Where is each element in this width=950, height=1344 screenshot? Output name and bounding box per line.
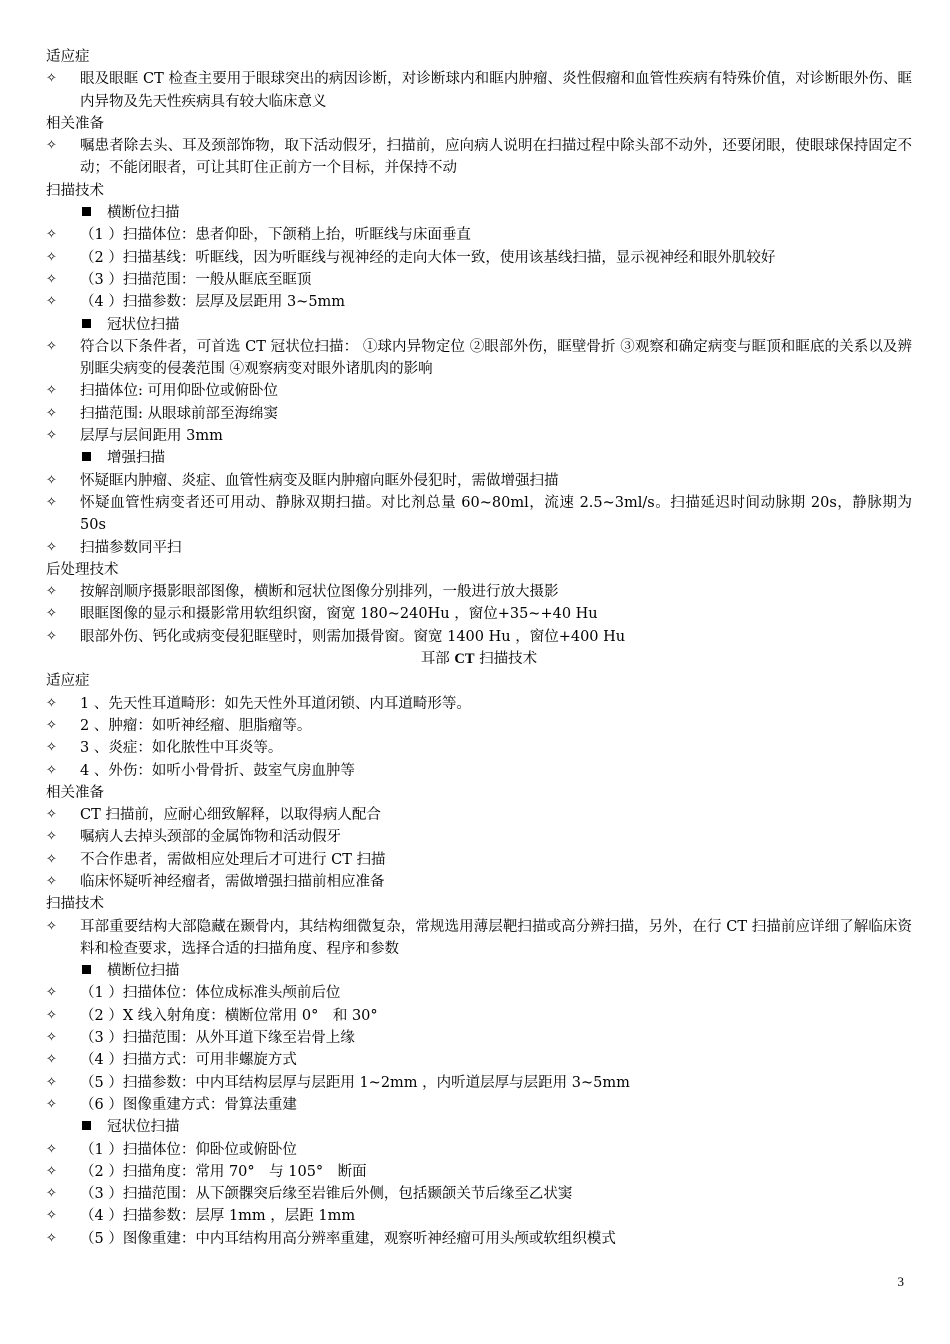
list-item: ✧ （5 ）图像重建：中内耳结构用高分辨率重建，观察听神经瘤可用头颅或软组织模式 <box>46 1228 912 1250</box>
list-item: ✧ 4 、外伤：如听小骨骨折、鼓室气房血肿等 <box>46 760 912 782</box>
diamond-star-icon: ✧ <box>46 873 57 889</box>
list-item: ✧ 怀疑血管性病变者还可用动、静脉双期扫描。对比剂总量 60~80ml，流速 2.5~3ml/s。扫描延迟时间动脉期 20s，静脉期为 50s <box>46 492 912 537</box>
section-heading: 相关准备 <box>46 115 104 132</box>
diamond-star-icon: ✧ <box>46 405 57 421</box>
section-heading: 扫描技术 <box>46 896 104 913</box>
list-item: ✧ 2 、肿瘤：如听神经瘤、胆脂瘤等。 <box>46 715 912 737</box>
document-page <box>46 46 912 1250</box>
subsection-heading: 横断位扫描 <box>46 960 912 982</box>
section-heading: 后处理技术 <box>46 561 119 578</box>
diamond-star-icon: ✧ <box>46 1141 57 1157</box>
diamond-star-icon: ✧ <box>46 383 57 399</box>
diamond-star-icon: ✧ <box>46 807 57 823</box>
diamond-star-icon: ✧ <box>46 851 57 867</box>
section-heading: 适应症 <box>46 49 90 65</box>
diamond-star-icon: ✧ <box>46 539 57 555</box>
diamond-star-icon: ✧ <box>46 472 57 488</box>
list-item: ✧ 嘱病人去掉头颈部的金属饰物和活动假牙 <box>46 826 912 848</box>
square-bullet-icon <box>82 207 91 216</box>
list-item: ✧ 扫描体位: 可用仰卧位或俯卧位 <box>46 380 912 402</box>
list-item: ✧ （3 ）扫描范围：从下颌髁突后缘至岩锥后外侧，包括颞颌关节后缘至乙状窦 <box>46 1183 912 1205</box>
diamond-star-icon: ✧ <box>46 1052 57 1068</box>
list-item: ✧ （2 ）扫描角度：常用 70° 与 105° 断面 <box>46 1161 912 1183</box>
square-bullet-icon <box>82 965 91 974</box>
list-item: ✧ 符合以下条件者，可首选 CT 冠状位扫描： ①球内异物定位 ②眼部外伤，眶壁骨折 ③观察和确定病变与眶顶和眶底的关系以及辨别眶尖病变的侵袭范围 ④观察病变对眼外诸肌肉的影响 <box>46 336 912 381</box>
diamond-star-icon: ✧ <box>46 1007 57 1023</box>
list-item: ✧ 扫描参数同平扫 <box>46 537 912 559</box>
square-bullet-icon <box>82 1121 91 1130</box>
diamond-star-icon: ✧ <box>46 985 57 1001</box>
diamond-star-icon: ✧ <box>46 1163 57 1179</box>
list-item: ✧ （1 ）扫描体位：体位成标准头颅前后位 <box>46 982 912 1004</box>
diamond-star-icon: ✧ <box>46 249 57 265</box>
list-item: ✧ （1 ）扫描体位：仰卧位或俯卧位 <box>46 1139 912 1161</box>
section-title: 耳部 CT 扫描技术 <box>420 651 538 668</box>
list-item: ✧ （2 ）X 线入射角度：横断位常用 0° 和 30° <box>46 1005 912 1027</box>
list-item: ✧ 眼及眼眶 CT 检查主要用于眼球突出的病因诊断，对诊断球内和眶内肿瘤、炎性假瘤和血管性疾病有特殊价值，对诊断眼外伤、眶内异物及先天性疾病具有较大临床意义 <box>46 68 912 113</box>
diamond-star-icon: ✧ <box>46 762 57 778</box>
list-item: ✧ CT 扫描前，应耐心细致解释，以取得病人配合 <box>46 804 912 826</box>
list-item: ✧ 嘱患者除去头、耳及颈部饰物，取下活动假牙，扫描前，应向病人说明在扫描过程中除头部不动外，还要闭眼，使眼球保持固定不动；不能闭眼者，可让其盯住正前方一个目标，并保持不动 <box>46 135 912 180</box>
diamond-star-icon: ✧ <box>46 138 57 154</box>
list-item: ✧ （5 ）扫描参数：中内耳结构层厚与层距用 1~2mm ，内听道层厚与层距用 3~5mm <box>46 1072 912 1094</box>
diamond-star-icon: ✧ <box>46 695 57 711</box>
diamond-star-icon: ✧ <box>46 271 57 287</box>
list-item: ✧ （4 ）扫描参数：层厚 1mm ，层距 1mm <box>46 1205 912 1227</box>
list-item: ✧ （2 ）扫描基线：听眶线，因为听眶线与视神经的走向大体一致，使用该基线扫描，显示视神经和眼外肌较好 <box>46 247 912 269</box>
list-item: ✧ 按解剖顺序摄影眼部图像，横断和冠状位图像分别排列，一般进行放大摄影 <box>46 581 912 603</box>
list-item: ✧ 扫描范围: 从眼球前部至海绵窦 <box>46 403 912 425</box>
square-bullet-icon <box>82 452 91 461</box>
section-heading: 扫描技术 <box>46 182 104 199</box>
list-item: ✧ 临床怀疑听神经瘤者，需做增强扫描前相应准备 <box>46 871 912 893</box>
diamond-star-icon: ✧ <box>46 628 57 644</box>
list-item: ✧ （4 ）扫描参数：层厚及层距用 3~5mm <box>46 291 912 313</box>
diamond-star-icon: ✧ <box>46 494 57 510</box>
diamond-star-icon: ✧ <box>46 1074 57 1090</box>
list-item: ✧ 不合作患者，需做相应处理后才可进行 CT 扫描 <box>46 849 912 871</box>
diamond-star-icon: ✧ <box>46 338 57 354</box>
list-item: ✧ 1 、先天性耳道畸形：如先天性外耳道闭锁、内耳道畸形等。 <box>46 693 912 715</box>
diamond-star-icon: ✧ <box>46 428 57 444</box>
diamond-star-icon: ✧ <box>46 1186 57 1202</box>
list-item: ✧ 眼眶图像的显示和摄影常用软组织窗，窗宽 180~240Hu ，窗位+35~+40 Hu <box>46 603 912 625</box>
list-item: ✧ 怀疑眶内肿瘤、炎症、血管性病变及眶内肿瘤向眶外侵犯时，需做增强扫描 <box>46 470 912 492</box>
diamond-star-icon: ✧ <box>46 71 57 87</box>
diamond-star-icon: ✧ <box>46 918 57 934</box>
diamond-star-icon: ✧ <box>46 829 57 845</box>
diamond-star-icon: ✧ <box>46 1230 57 1246</box>
subsection-heading: 增强扫描 <box>46 447 912 469</box>
list-item: ✧ （6 ）图像重建方式：骨算法重建 <box>46 1094 912 1116</box>
subsection-heading: 横断位扫描 <box>46 202 912 224</box>
list-item: ✧ （1 ）扫描体位：患者仰卧，下颌稍上抬，听眶线与床面垂直 <box>46 224 912 246</box>
diamond-star-icon: ✧ <box>46 1030 57 1046</box>
list-item: ✧ （3 ）扫描范围：一般从眶底至眶顶 <box>46 269 912 291</box>
list-item: ✧ 眼部外伤、钙化或病变侵犯眶壁时，则需加摄骨窗。窗宽 1400 Hu ，窗位+400 Hu <box>46 626 912 648</box>
section-heading: 适应症 <box>46 673 90 690</box>
subsection-heading: 冠状位扫描 <box>46 314 912 336</box>
diamond-star-icon: ✧ <box>46 606 57 622</box>
list-item: ✧ 层厚与层间距用 3mm <box>46 425 912 447</box>
diamond-star-icon: ✧ <box>46 1096 57 1112</box>
list-item: ✧ 耳部重要结构大部隐藏在颞骨内，其结构细微复杂，常规选用薄层靶扫描或高分辨扫描，另外，在行 CT 扫描前应详细了解临床资料和检查要求，选择合适的扫描角度、程序和参数 <box>46 916 912 961</box>
diamond-star-icon: ✧ <box>46 584 57 600</box>
page-number: 3 <box>897 1274 904 1289</box>
square-bullet-icon <box>82 319 91 328</box>
diamond-star-icon: ✧ <box>46 717 57 733</box>
list-item: ✧ 3 、炎症：如化脓性中耳炎等。 <box>46 737 912 759</box>
diamond-star-icon: ✧ <box>46 1208 57 1224</box>
list-item: ✧ （3 ）扫描范围：从外耳道下缘至岩骨上缘 <box>46 1027 912 1049</box>
diamond-star-icon: ✧ <box>46 294 57 310</box>
subsection-heading: 冠状位扫描 <box>46 1116 912 1138</box>
diamond-star-icon: ✧ <box>46 227 57 243</box>
list-item: ✧ （4 ）扫描方式：可用非螺旋方式 <box>46 1049 912 1071</box>
diamond-star-icon: ✧ <box>46 740 57 756</box>
section-heading: 相关准备 <box>46 784 104 801</box>
